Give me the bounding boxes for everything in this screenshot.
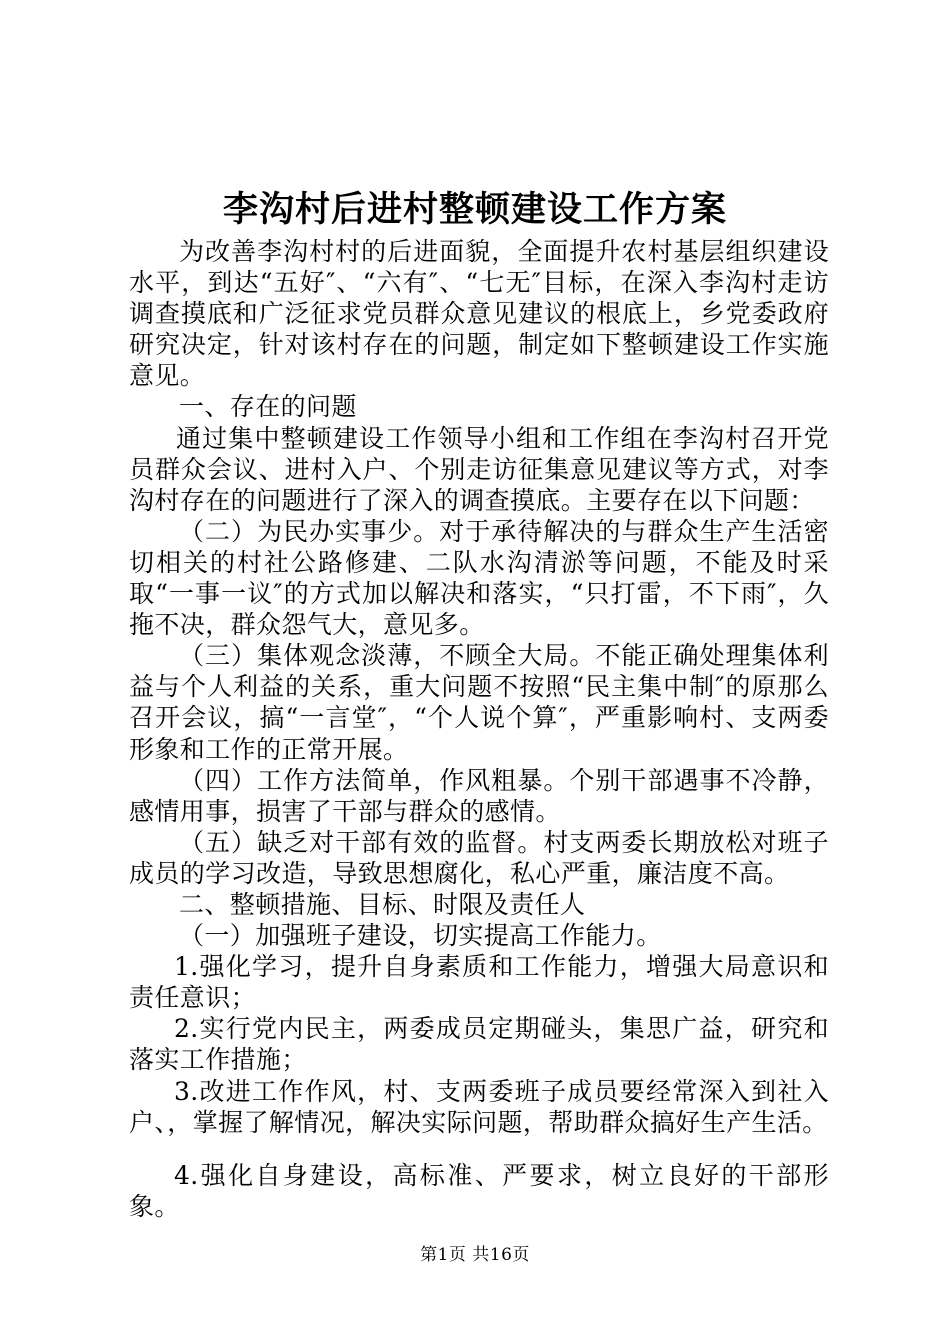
section-heading-problems: 一、存在的问题 xyxy=(179,392,357,422)
measure-item-4: 4.强化自身建设，高标准、严要求，树立良好的干部形象。 xyxy=(129,1160,829,1221)
document-body xyxy=(129,236,829,1222)
problem-item-2: （二）为民办实事少。对于承待解决的与群众生产生活密切相关的村社公路修建、二队水沟清淤等问题，不能及时采取“一事一议″的方式加以解决和落实，“只打雷，不下雨″，久拖不决，群众怨气大，意见多。 xyxy=(129,516,829,640)
section-heading-measures: 二、整顿措施、目标、时限及责任人 xyxy=(179,889,586,919)
intro-paragraph: 为改善李沟村村的后进面貌，全面提升农村基层组织建设水平，到达“五好″、“六有″、“七无″目标，在深入李沟村走访调查摸底和广泛征求党员群众意见建议的根底上，乡党委政府研究决定，针对该村存在的问题，制定如下整顿建设工作实施意见。 xyxy=(129,237,829,391)
measure-item-3: 3.改进工作作风，村、支两委班子成员要经常深入到社入户、，掌握了解情况，解决实际问题，帮助群众搞好生产生活。 xyxy=(129,1076,829,1137)
measure-item-1: 1.强化学习，提升自身素质和工作能力，增强大局意识和责任意识； xyxy=(129,952,829,1013)
problems-overview-paragraph: 通过集中整顿建设工作领导小组和工作组在李沟村召开党员群众会议、进村入户、个别走访征集意见建议等方式，对李沟村存在的问题进行了深入的调查摸底。主要存在以下问题： xyxy=(129,423,829,515)
measure-item-2: 2.实行党内民主，两委成员定期碰头，集思广益，研究和落实工作措施； xyxy=(129,1014,829,1075)
paragraph-gap xyxy=(129,1138,829,1160)
document-title: 李沟村后进村整顿建设工作方案 xyxy=(222,189,727,230)
measure-heading-1: （一）加强班子建设，切实提高工作能力。 xyxy=(179,921,662,951)
page-number-footer: 第1页 共16页 xyxy=(420,1245,530,1265)
problem-item-4: （四）工作方法简单，作风粗暴。个别干部遇事不冷静，感情用事，损害了干部与群众的感情。 xyxy=(129,765,829,826)
problem-item-5: （五）缺乏对干部有效的监督。村支两委长期放松对班子成员的学习改造，导致思想腐化，私心严重，廉洁度不高。 xyxy=(129,827,829,888)
problem-item-3: （三）集体观念淡薄，不顾全大局。不能正确处理集体利益与个人利益的关系，重大问题不按照“民主集中制″的原那么召开会议，搞“一言堂″，“个人说个算″，严重影响村、支两委形象和工作的正常开展。 xyxy=(129,641,829,764)
